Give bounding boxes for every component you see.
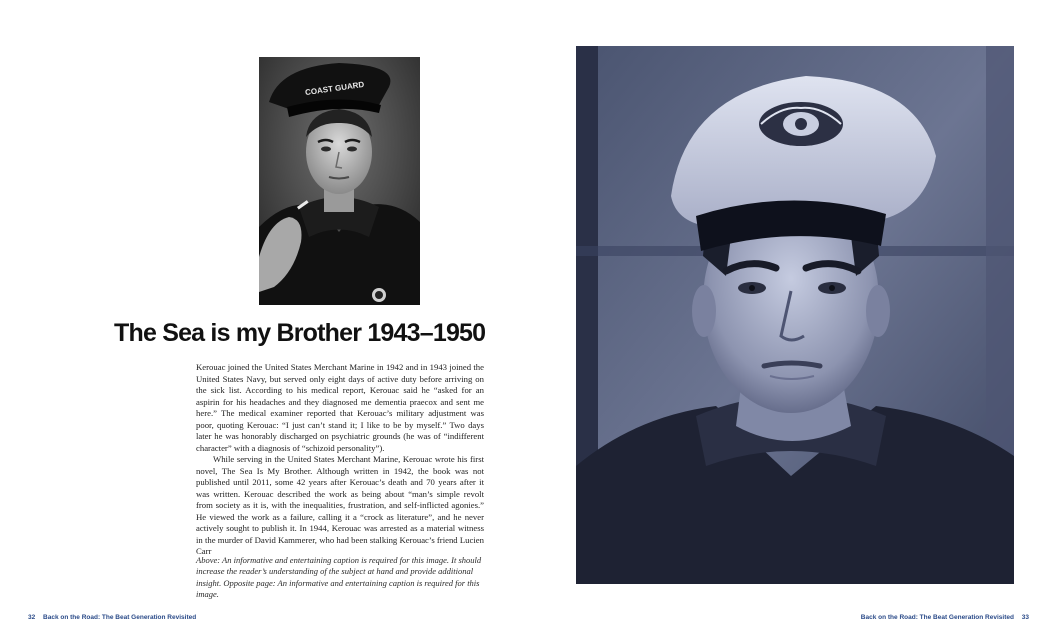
left-page-number: 32 [28,614,36,621]
article-body [196,362,484,558]
body-paragraph-1: Kerouac joined the United States Merchant Marine in 1942 and in 1943 joined the United States Navy, but served only eight days of active duty before arriving on the sick list. According to his medical report, Kerouac said he “asked for an aspirin for his headaches and they diagnosed me dementia praecox and sent me here.” The medical examiner reported that Kerouac’s military adjustment was poor, quoting Kerouac: “I just can’t stand it; I like to be by myself.” Two days later he was honorably discharged on psychiatric grounds (he was of “indifferent character” with a diagnosis of “schizoid personality”). [196,362,484,453]
footer-left [22,614,196,621]
left-running-title: Back on the Road: The Beat Generation Revisited [43,614,197,621]
sailor-portrait-photo [576,46,1014,584]
right-running-title: Back on the Road: The Beat Generation Revisited [860,614,1014,621]
right-page-number: 33 [1021,614,1029,621]
sailor-portrait-image [576,46,1014,584]
body-paragraph-2: While serving in the United States Merchant Marine, Kerouac wrote his first novel, The Sea Is My Brother. Although written in 1942, the book was not published until 2011, some 42 years after Kerouac’s death and 70 years after it was written. Kerouac described the work as being about “man’s simple revolt from society as it is, with the inequalities, frustration, and self-inflicted agonies.” He viewed the work as a failure, calling it a “crock as literature”, and he never actively sought to publish it. In 1944, Kerouac was arrested as a material witness in the murder of David Kammerer, who had been stalking Kerouac’s friend Lucien Carr [196,454,484,556]
article-title: The Sea is my Brother 1943–1950 [114,319,486,347]
coast-guard-portrait-photo [259,57,420,305]
photo-caption [196,555,486,600]
cap-band-text: COAST GUARD [304,79,365,98]
photo-caption-text: Above: An informative and entertaining caption is required for this image. It should increase the reader’s understanding of the subject at hand and provide additional insight. Opposite page: An informative and entertaining caption is required for this image. [196,555,482,599]
footer-right [861,614,1035,621]
coast-guard-portrait-image [259,57,420,305]
